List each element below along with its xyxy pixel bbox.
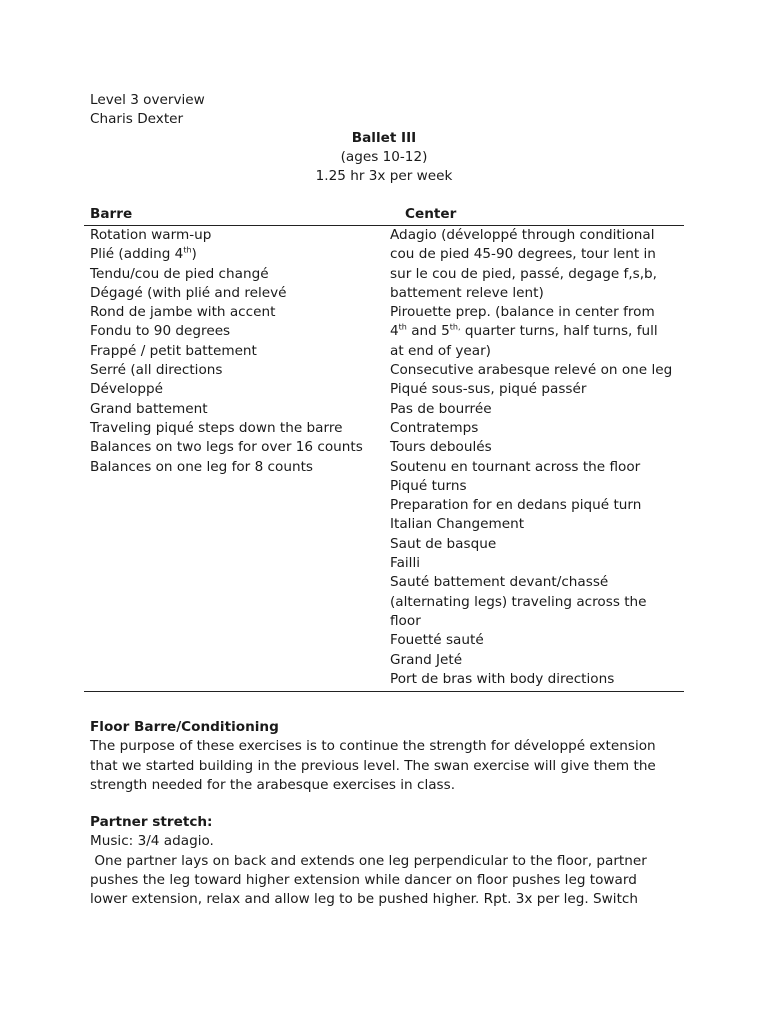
list-item: Développé — [90, 381, 163, 398]
list-item: (alternating legs) traveling across the — [390, 593, 647, 610]
list-item: Pas de bourrée — [390, 400, 492, 417]
paragraph-line: pushes the leg toward higher extension while dancer on floor pushes leg toward — [90, 871, 637, 888]
list-item: battement releve lent) — [390, 284, 544, 301]
list-item: Serré (all directions — [90, 362, 223, 379]
list-item: Sauté battement devant/chassé — [390, 574, 609, 591]
list-item: Pirouette prep. (balance in center from — [390, 304, 655, 321]
paragraph-line: that we started building in the previous level. The swan exercise will give them the — [90, 757, 656, 774]
curriculum-table — [84, 205, 684, 692]
music-note: Music: 3/4 adagio. — [90, 833, 214, 850]
list-item: Rond de jambe with accent — [90, 304, 276, 321]
list-item: Fondu to 90 degrees — [90, 323, 231, 340]
list-item: Rotation warm-up — [90, 227, 212, 243]
list-item: Frappé / petit battement — [90, 342, 257, 359]
paragraph-line: The purpose of these exercises is to continue the strength for développé extension — [90, 738, 656, 755]
table-header-row — [84, 205, 684, 226]
partner-stretch-section — [90, 813, 690, 909]
barre-column — [84, 226, 390, 689]
class-title: Ballet III — [351, 130, 417, 146]
list-item: Tendu/cou de pied changé — [90, 265, 269, 282]
center-column — [390, 226, 684, 689]
document-header — [90, 91, 690, 186]
list-item: Consecutive arabesque relevé on one leg — [390, 362, 673, 379]
barre-column-header: Barre — [90, 206, 133, 222]
author-name: Charis Dexter — [90, 111, 184, 127]
list-item: Balances on one leg for 8 counts — [90, 458, 313, 475]
section-heading: Floor Barre/Conditioning — [90, 719, 279, 735]
list-item: Grand Jeté — [390, 651, 463, 668]
list-item: Preparation for en dedans piqué turn — [390, 497, 642, 514]
list-item: Traveling piqué steps down the barre — [90, 419, 343, 436]
age-range: (ages 10-12) — [340, 149, 428, 165]
class-schedule: 1.25 hr 3x per week — [315, 168, 453, 184]
doc-title: Level 3 overview — [90, 92, 205, 108]
list-item: at end of year) — [390, 342, 491, 359]
paragraph-line: One partner lays on back and extends one leg perpendicular to the floor, partner — [90, 852, 647, 869]
list-item: Tours deboulés — [390, 439, 492, 456]
list-item: cou de pied 45-90 degrees, tour lent in — [390, 246, 656, 263]
list-item: Dégagé (with plié and relevé — [90, 284, 287, 301]
list-item: Fouetté sauté — [390, 632, 484, 649]
paragraph-line: strength needed for the arabesque exercises in class. — [90, 776, 456, 793]
list-item: 4th and $5^{th,}$ quarter turns, half turns, full — [390, 322, 658, 340]
section-heading: Partner stretch: — [90, 814, 213, 830]
list-item: floor — [390, 612, 421, 629]
list-item: Failli — [390, 555, 421, 572]
list-item: Balances on two legs for over 16 counts — [90, 439, 363, 456]
floor-barre-section — [90, 718, 690, 795]
list-item: Grand battement — [90, 400, 208, 417]
list-item: Saut de basque — [390, 535, 497, 552]
center-column-header: Center — [405, 206, 457, 222]
list-item: Port de bras with body directions — [390, 670, 615, 687]
list-item: Piqué sous-sus, piqué passér — [390, 381, 587, 398]
list-item: Soutenu en tournant across the floor — [390, 458, 641, 475]
list-item: Contratemps — [390, 419, 479, 436]
list-item: sur le cou de pied, passé, degage f,s,b, — [390, 265, 658, 282]
paragraph-line: lower extension, relax and allow leg to be pushed higher. Rpt. 3x per leg. Switch — [90, 891, 638, 908]
list-item: Italian Changement — [390, 516, 525, 533]
table-body — [84, 226, 684, 692]
list-item: Adagio (développé through conditional — [390, 227, 655, 243]
list-item: Plié (adding 4th) — [90, 245, 197, 263]
list-item: Piqué turns — [390, 477, 467, 494]
